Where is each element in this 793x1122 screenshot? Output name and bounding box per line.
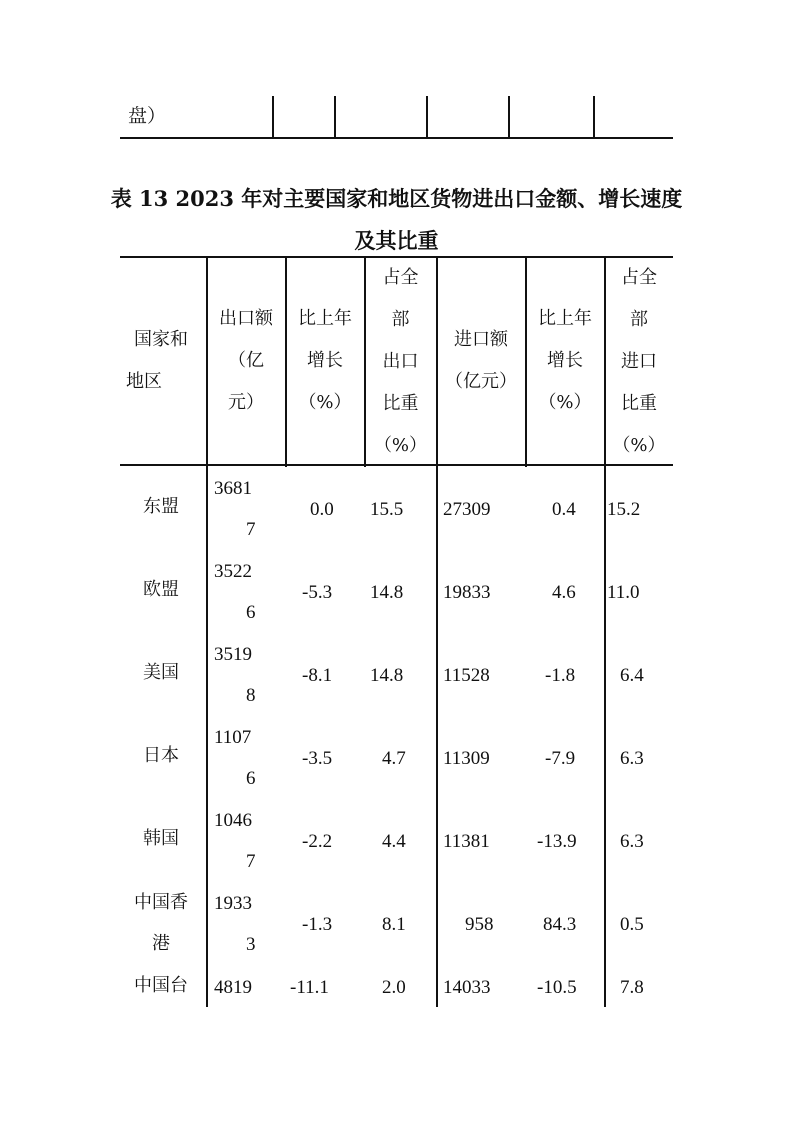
import-share-cell: 6.3	[620, 748, 644, 769]
import-growth-cell: -13.9	[537, 831, 577, 852]
export-cell: 1933	[214, 893, 252, 914]
country-cell: 中国台	[134, 975, 188, 996]
export-share-cell: 14.8	[370, 582, 404, 603]
import-cell: 27309	[443, 499, 491, 520]
export-cell: 3519	[214, 644, 252, 665]
table-header-rule	[120, 464, 673, 466]
export-cell: 8	[246, 685, 256, 706]
export-share-cell: 15.5	[370, 499, 404, 520]
export-growth-cell: -8.1	[302, 665, 333, 686]
header-country-line: 国家和	[134, 329, 188, 350]
header-import-growth-line: （%）	[538, 392, 592, 413]
header-export-amount-line: 元）	[228, 392, 264, 413]
header-export-share-line: 部	[391, 309, 410, 330]
top-vline-3	[426, 96, 428, 138]
export-cell: 1046	[214, 810, 252, 831]
country-cell: 欧盟	[143, 579, 179, 600]
header-import-share-line: （%）	[612, 435, 666, 456]
table-title-line1: 表 13 2023 年对主要国家和地区货物进出口金额、增长速度	[110, 186, 683, 211]
header-export-growth-line: 增长	[307, 350, 343, 371]
import-share-cell: 11.0	[607, 582, 640, 603]
header-import-share-line: 部	[630, 309, 648, 330]
header-export-share-line: 占全	[382, 267, 419, 288]
top-fragment-text: 盘）	[128, 105, 167, 127]
import-cell: 11528	[443, 665, 490, 686]
import-cell: 958	[465, 914, 494, 935]
export-growth-cell: -11.1	[290, 977, 329, 998]
top-vline-5	[593, 96, 595, 138]
header-import-share-line: 比重	[621, 393, 657, 414]
country-cell: 港	[152, 933, 170, 954]
header-country-line: 地区	[126, 371, 162, 392]
import-cell: 14033	[443, 977, 491, 998]
import-cell: 11381	[443, 831, 490, 852]
import-growth-cell: -7.9	[545, 748, 576, 769]
export-share-cell: 14.8	[370, 665, 404, 686]
header-import-growth	[526, 308, 604, 413]
import-share-cell: 7.8	[620, 977, 644, 998]
export-cell: 1107	[214, 727, 252, 748]
header-country	[126, 329, 202, 392]
header-import-share-line: 占全	[621, 267, 657, 288]
header-import-growth-line: 比上年	[538, 308, 592, 329]
export-growth-cell: -1.3	[302, 914, 333, 935]
header-import-growth-line: 增长	[547, 350, 583, 371]
export-share-cell: 2.0	[382, 977, 406, 998]
export-cell: 3522	[214, 561, 252, 582]
header-import-share	[605, 267, 673, 456]
header-export-amount-line: 出口额	[219, 308, 273, 329]
export-cell: 6	[246, 768, 256, 789]
country-cell: 日本	[143, 745, 179, 766]
import-share-cell: 6.4	[620, 665, 644, 686]
top-vline-2	[334, 96, 336, 138]
country-cell: 东盟	[143, 496, 179, 517]
top-bottom-rule	[120, 137, 673, 139]
header-import-amount-line: 进口额	[454, 329, 508, 350]
export-cell: 6	[246, 602, 256, 623]
table-title-line2: 及其比重	[354, 228, 439, 253]
country-cell: 中国香	[134, 892, 188, 913]
import-growth-cell: -10.5	[537, 977, 577, 998]
export-growth-cell: -5.3	[302, 582, 333, 603]
import-growth-cell: 4.6	[552, 582, 576, 603]
country-cell: 美国	[143, 662, 179, 683]
export-cell: 7	[246, 851, 256, 872]
export-growth-cell: -3.5	[302, 748, 333, 769]
header-export-growth-line: 比上年	[298, 308, 352, 329]
export-cell: 3	[246, 934, 256, 955]
export-cell: 7	[246, 519, 256, 540]
header-export-growth	[286, 308, 364, 413]
import-cell: 11309	[443, 748, 490, 769]
import-share-cell: 6.3	[620, 831, 644, 852]
header-export-growth-line: （%）	[298, 392, 352, 413]
import-growth-cell: -1.8	[545, 665, 576, 686]
header-import-amount	[437, 329, 525, 392]
header-export-amount-line: （亿	[228, 350, 264, 371]
export-growth-cell: -2.2	[302, 831, 333, 852]
import-share-cell: 15.2	[607, 499, 641, 520]
export-share-cell: 4.4	[382, 831, 406, 852]
header-export-share	[365, 267, 436, 456]
header-export-share-line: （%）	[373, 435, 428, 456]
table-top-rule	[120, 256, 673, 258]
country-cell: 韩国	[143, 828, 179, 849]
import-growth-cell: 0.4	[552, 499, 576, 520]
top-vline-4	[508, 96, 510, 138]
top-vline-1	[272, 96, 274, 138]
header-export-share-line: 出口	[382, 351, 419, 372]
import-growth-cell: 84.3	[543, 914, 577, 935]
header-export-share-line: 比重	[382, 393, 419, 414]
header-import-amount-line: （亿元）	[445, 371, 517, 392]
import-cell: 19833	[443, 582, 491, 603]
export-share-cell: 4.7	[382, 748, 406, 769]
header-import-share-line: 进口	[621, 351, 657, 372]
import-share-cell: 0.5	[620, 914, 644, 935]
export-growth-cell: 0.0	[310, 499, 334, 520]
export-share-cell: 8.1	[382, 914, 406, 935]
header-export-amount	[207, 308, 285, 413]
export-cell: 3681	[214, 478, 252, 499]
export-cell: 4819	[214, 977, 252, 998]
